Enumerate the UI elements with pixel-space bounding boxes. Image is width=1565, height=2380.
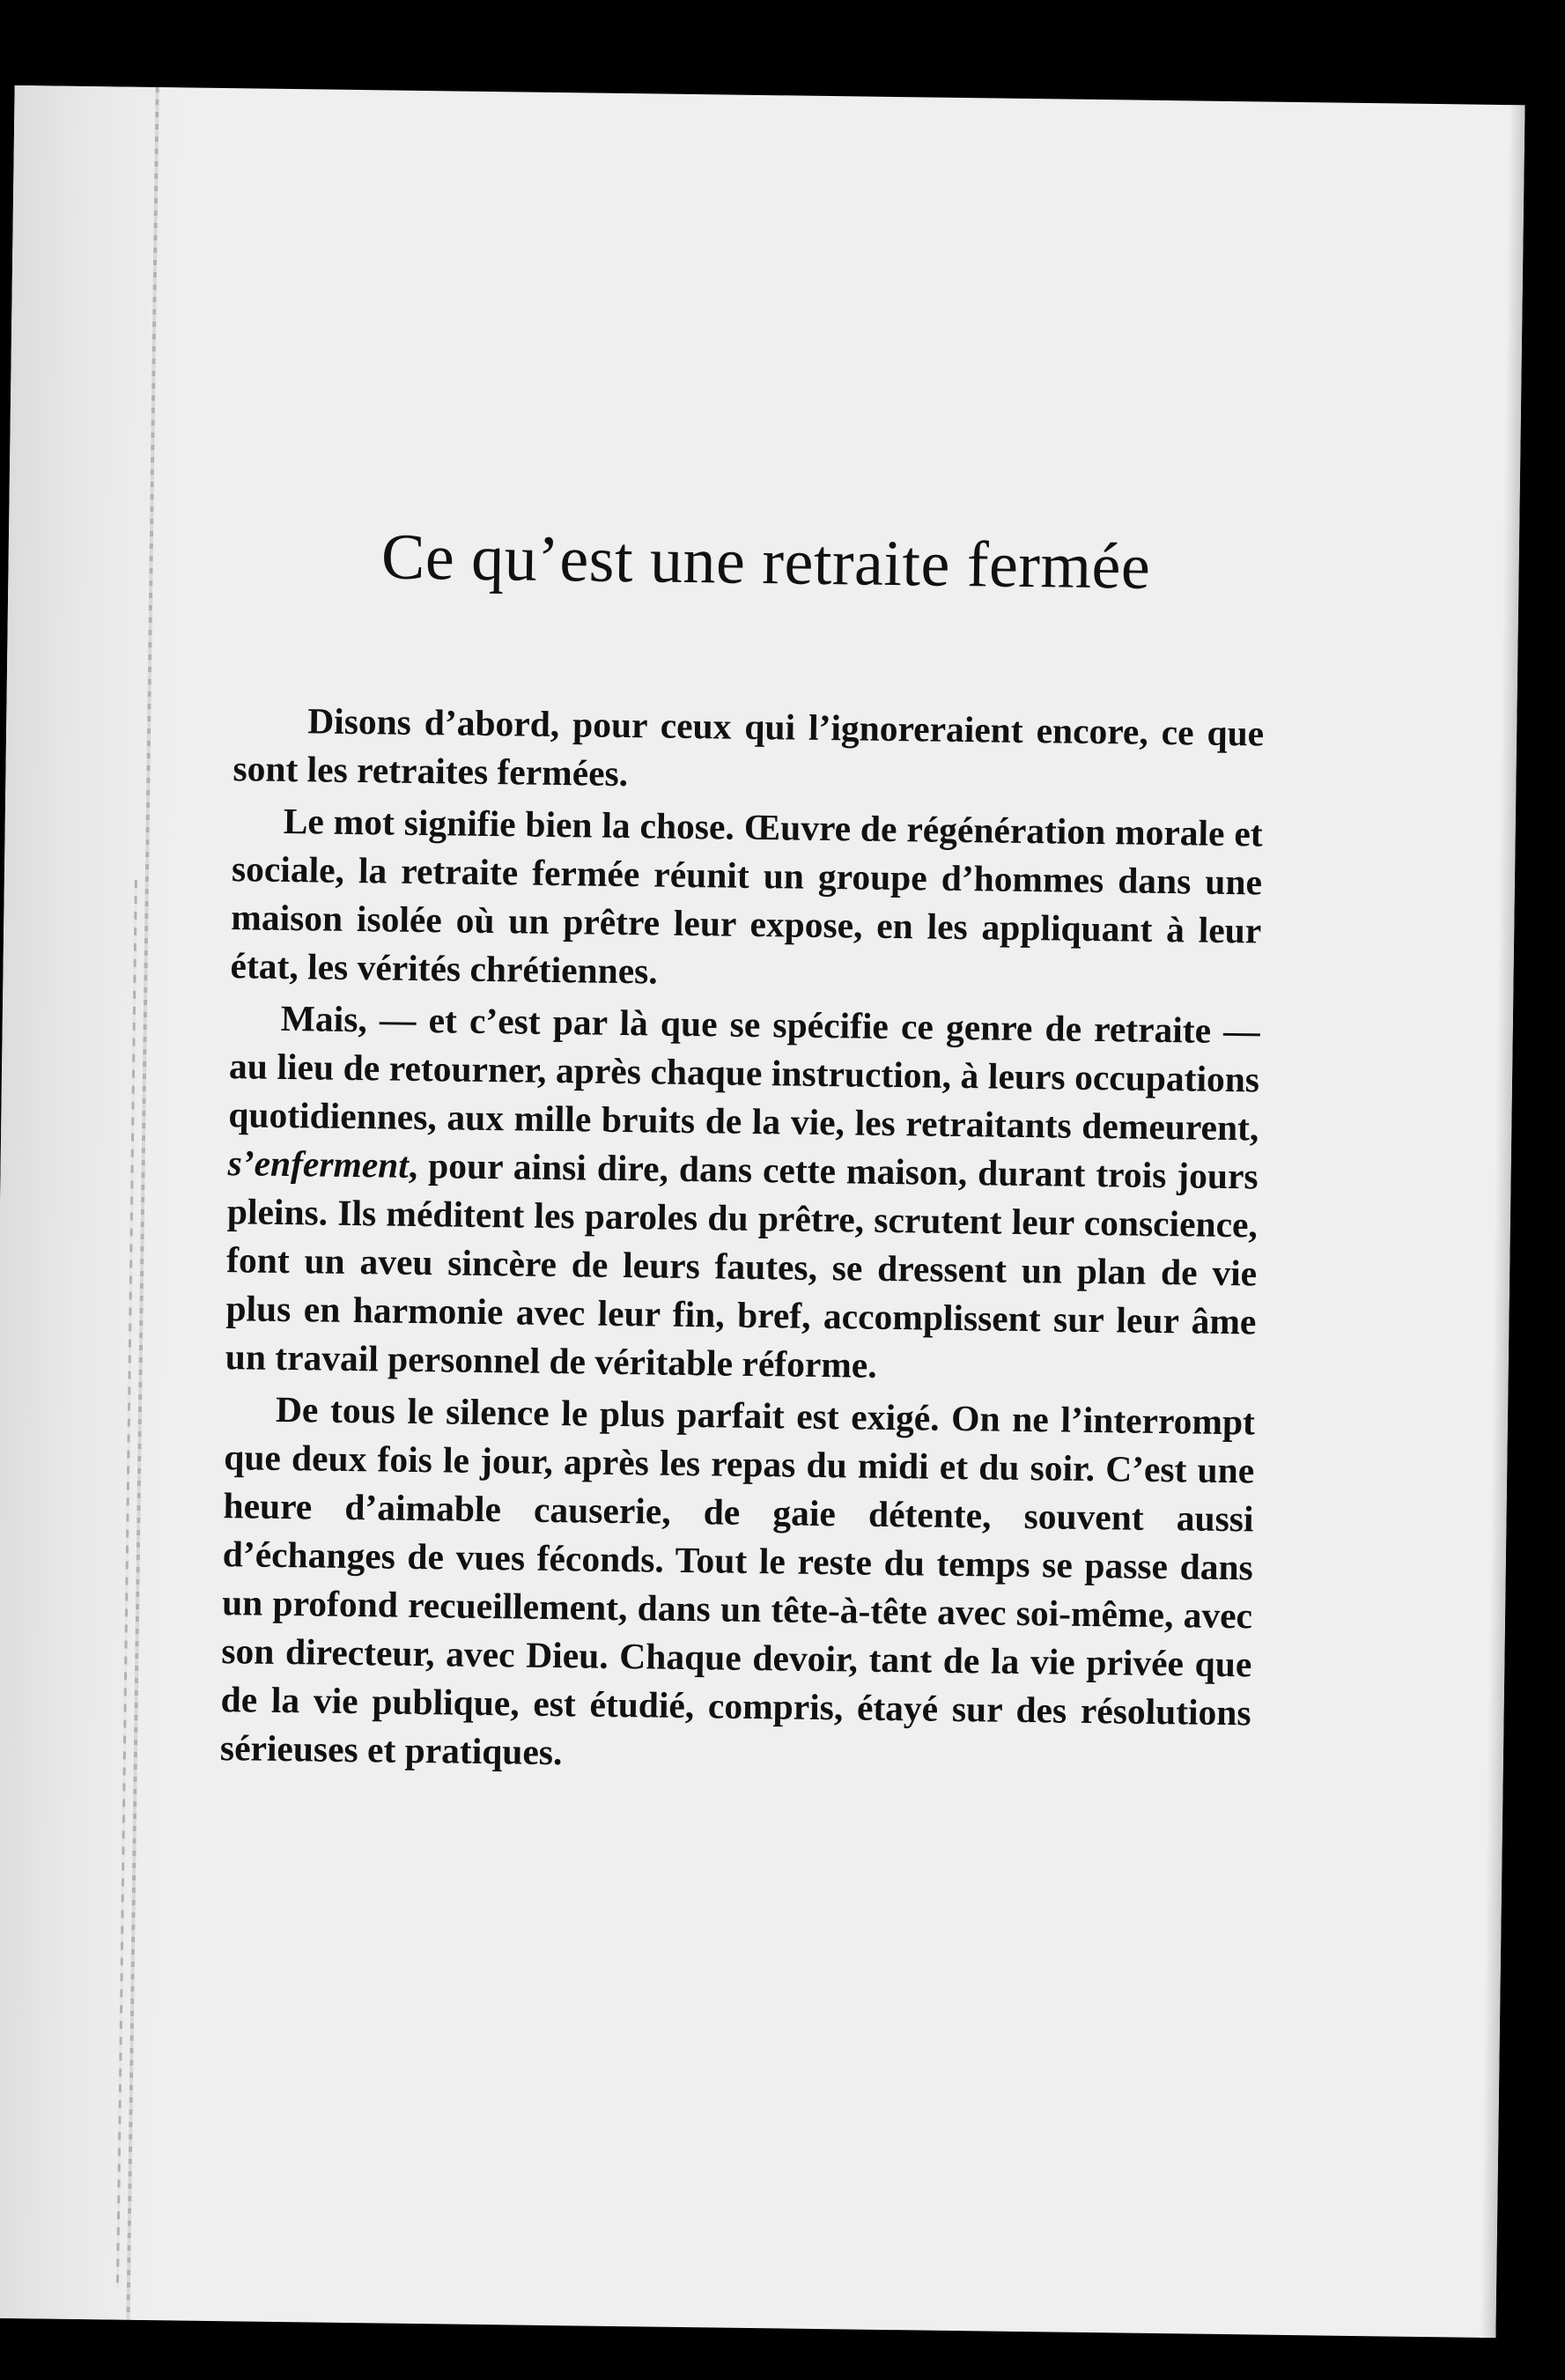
body-text: [220, 696, 1265, 1789]
paragraph-3: [225, 994, 1260, 1394]
paragraph-1: Disons d’abord, pour ceux qui l’ignoreraient encore, ce que sont les retraites fermées.: [233, 700, 1265, 795]
paragraph-3-emphasis: s’enferment: [227, 1142, 410, 1186]
page-right-edge: [1480, 105, 1524, 2338]
paragraph-3-after: , pour ainsi dire, dans cette maison, durant trois jours pleins. Ils méditent les paroles du prêtre, scrutent leur conscience, font un aveu sincère de leurs fautes, se dressent un plan de vie plus en harmonie avec leur fin, bref, accomplissent sur leur âme un travail personnel de véritable réforme.: [225, 1144, 1259, 1386]
book-page: [0, 85, 1525, 2338]
chapter-title: Ce qu’est une retraite fermée: [380, 521, 1151, 603]
paragraph-4: De tous le silence le plus parfait est exigé. On ne l’interrompt que deux fois le jour, après les repas du midi et du soir. C’est une heure d’aimable causerie, de gaie détente, souvent aussi d’échanges de vues féconds. Tout le reste du temps se passe dans un profond recueillement, dans un tête-à-tête avec soi-même, avec son directeur, avec Dieu. Chaque devoir, tant de la vie privée que de la vie publique, est étudié, compris, étayé sur des résolutions sérieuses et pratiques.: [219, 1388, 1256, 1773]
paragraph-2: Le mot signifie bien la chose. Œuvre de régénération morale et sociale, la retraite fermée réunit un groupe d’hommes dans une maison isolée où un prêtre leur expose, en les appliquant à leur état, les vérités chrétiennes.: [230, 800, 1263, 992]
paragraph-3-before: Mais, — et c’est par là que se spécifie ce genre de retraite — au lieu de retourner, après chaque instruction, à leurs occupations quotidiennes, aux mille bruits de la vie, les retraitants demeurent,: [228, 997, 1261, 1149]
